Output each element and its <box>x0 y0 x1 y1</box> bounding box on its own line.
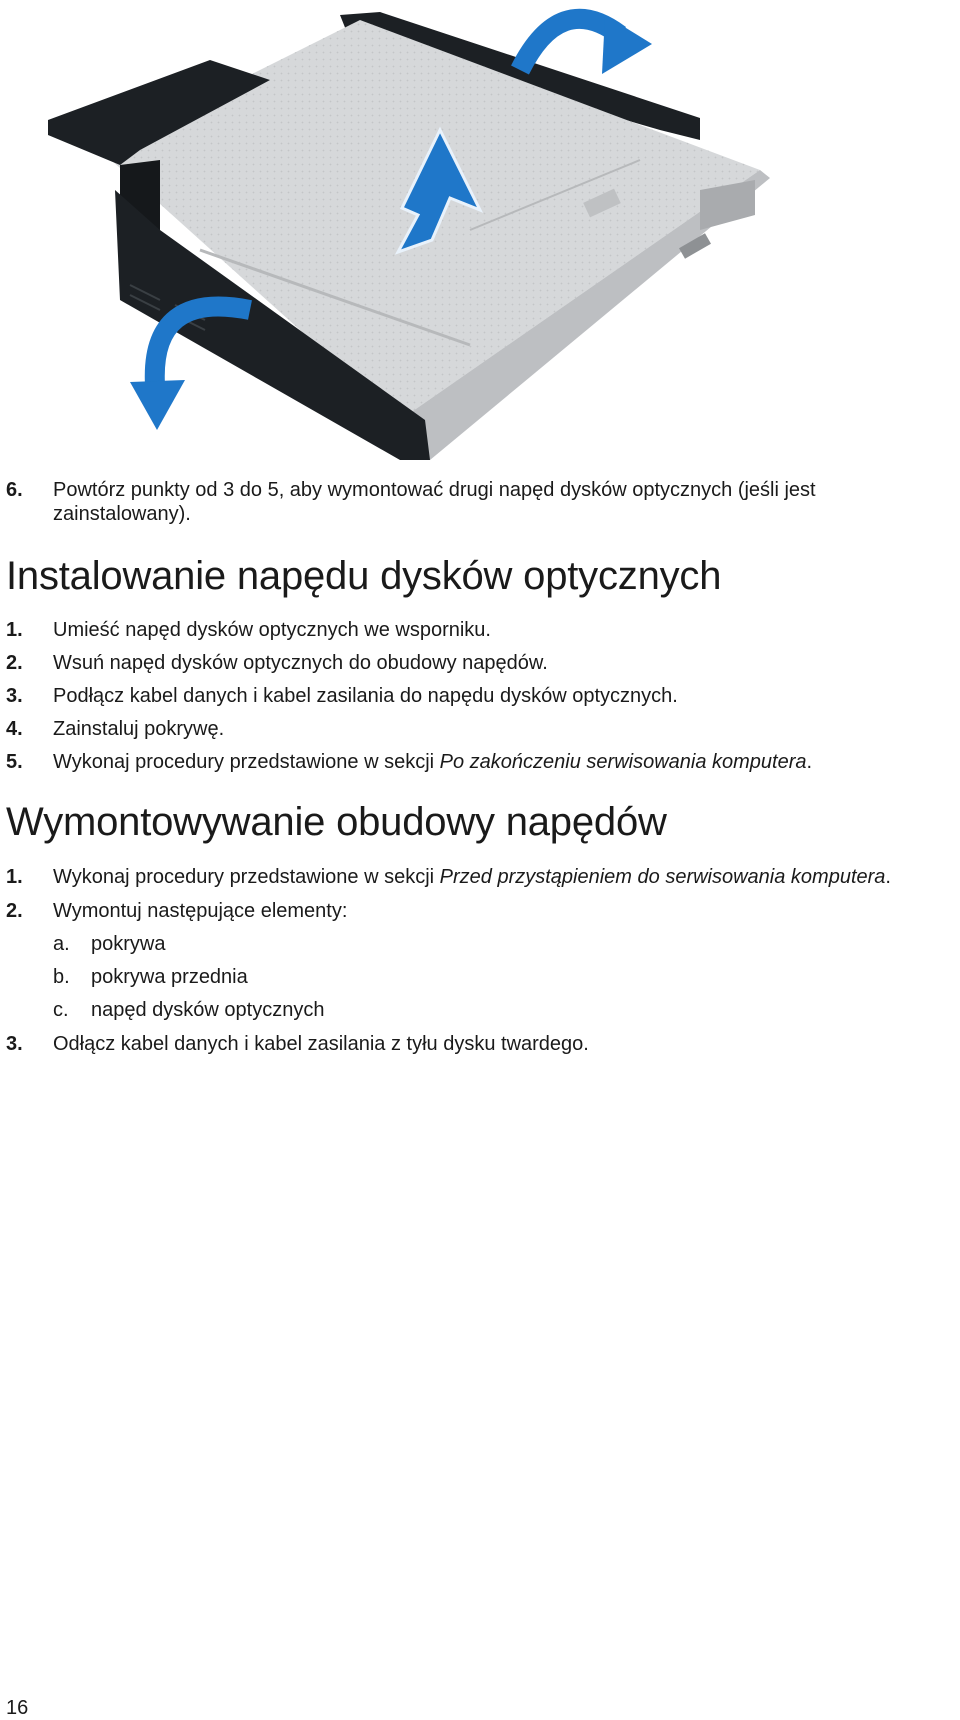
step-text: Podłącz kabel danych i kabel zasilania do napędu dysków optycznych. <box>53 685 678 707</box>
step-number: 2. <box>6 900 23 922</box>
sub-list-item <box>6 965 946 989</box>
remove-steps-list <box>6 865 946 1056</box>
step-text: Zainstaluj pokrywę. <box>53 718 225 740</box>
list-item <box>6 651 946 675</box>
item-letter: a. <box>53 933 70 955</box>
step-number: 1. <box>6 619 23 641</box>
step-text: Wykonaj procedury przedstawione w sekcji Przed przystąpieniem do serwisowania komputera. <box>53 866 891 888</box>
intro-step <box>6 478 946 526</box>
step-text: Wymontuj następujące elementy: <box>53 900 348 922</box>
section-heading-install: Instalowanie napędu dysków optycznych <box>6 554 722 598</box>
step-text: Powtórz punkty od 3 do 5, aby wymontować drugi napęd dysków optycznych (jeśli jest zainstalowany). <box>53 479 816 525</box>
sub-list-item <box>6 998 946 1022</box>
item-text: pokrywa <box>91 933 166 955</box>
step-number: 6. <box>6 479 23 501</box>
list-item <box>6 1032 946 1056</box>
step-number: 3. <box>6 685 23 707</box>
list-item <box>6 750 946 774</box>
item-letter: c. <box>53 999 69 1021</box>
cross-reference: Przed przystąpieniem do serwisowania komputera <box>439 866 886 888</box>
optical-drive-illustration <box>40 0 780 470</box>
step-text: Odłącz kabel danych i kabel zasilania z tyłu dysku twardego. <box>53 1033 589 1055</box>
step-number: 5. <box>6 751 23 773</box>
install-steps-list <box>6 618 946 774</box>
list-item <box>6 899 946 923</box>
list-item <box>6 865 946 889</box>
list-item <box>6 684 946 708</box>
cross-reference: Po zakończeniu serwisowania komputera <box>439 751 807 773</box>
list-item <box>6 618 946 642</box>
document-body <box>6 478 946 1056</box>
step-number: 1. <box>6 866 23 888</box>
step-text: Wykonaj procedury przedstawione w sekcji Po zakończeniu serwisowania komputera. <box>53 751 813 773</box>
sub-list-item <box>6 932 946 956</box>
step-text: Umieść napęd dysków optycznych we wsporniku. <box>53 619 491 641</box>
item-text: napęd dysków optycznych <box>91 999 325 1021</box>
page-number: 16 <box>6 1697 29 1719</box>
step-text: Wsuń napęd dysków optycznych do obudowy napędów. <box>53 652 548 674</box>
step-number: 4. <box>6 718 23 740</box>
item-letter: b. <box>53 966 70 988</box>
optical-drive-figure <box>40 0 780 470</box>
step-number: 2. <box>6 652 23 674</box>
item-text: pokrywa przednia <box>91 966 248 988</box>
section-heading-remove-cage: Wymontowywanie obudowy napędów <box>6 800 667 844</box>
step-number: 3. <box>6 1033 23 1055</box>
list-item <box>6 717 946 741</box>
